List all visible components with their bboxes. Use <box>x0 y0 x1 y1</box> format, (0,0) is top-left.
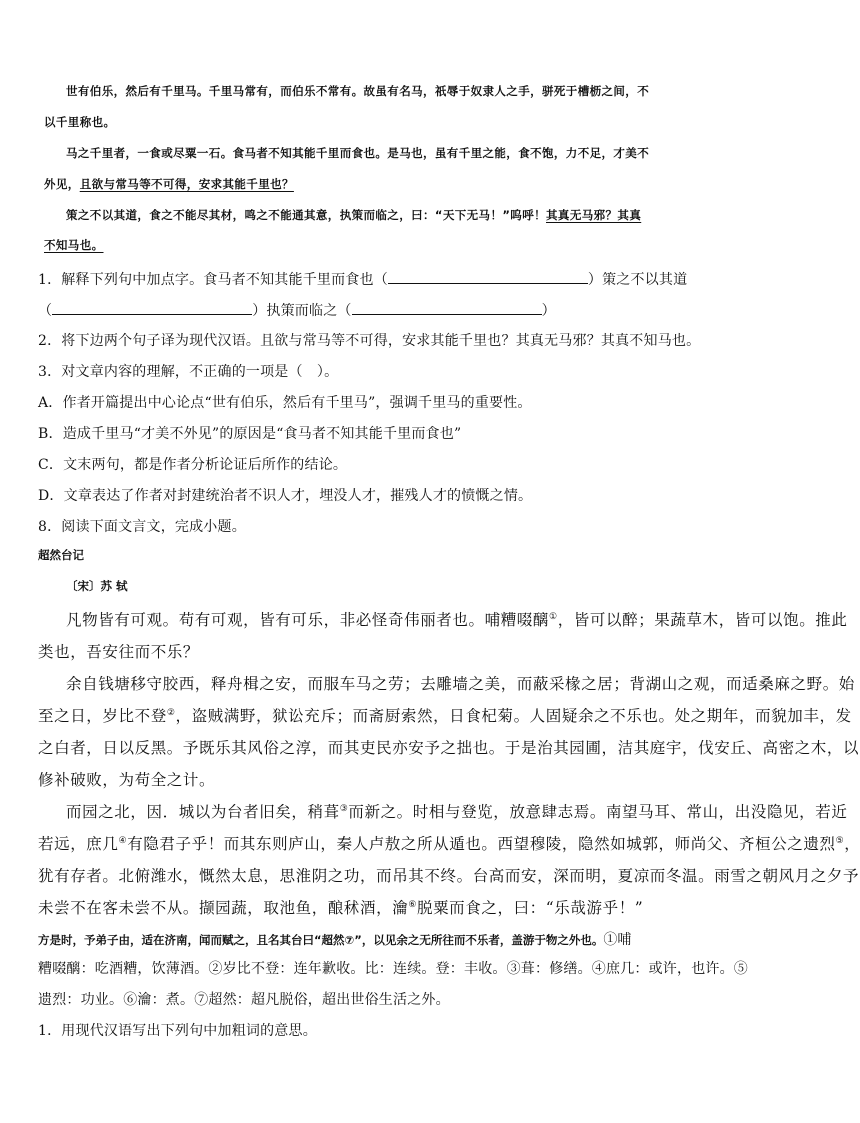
essay-paragraph3-line1 <box>66 805 847 821</box>
passage1-p3-underlined-end: 不知马也。 <box>44 238 104 252</box>
question-1-paren-open: （ <box>38 303 53 319</box>
question-1-text-d: ）执策而临之（ <box>252 303 352 319</box>
footnote-ref-4: ④ <box>118 836 128 846</box>
passage1-p3-underlined-sentence: 其真无马邪？其真 <box>546 208 642 222</box>
question-8: 8．阅读下面文言文，完成小题。 <box>38 519 246 535</box>
essay-paragraph2-line2 <box>38 709 852 725</box>
passage1-paragraph3-line1 <box>66 210 641 222</box>
essay-p3-text-a: 而园之北，因．城以为台者旧矣，稍葺 <box>66 803 340 822</box>
passage1-p2-plain: 外见， <box>44 177 80 191</box>
question-1-line2 <box>38 302 556 318</box>
footnote-ref-5: ⑤ <box>835 836 845 846</box>
essay-paragraph2-line4: 修补破败，为苟全之计。 <box>38 771 216 789</box>
passage1-paragraph1-line1: 世有伯乐，然后有千里马。千里马常有，而伯乐不常有。故虽有名马，祇辱于奴隶人之手，骈死于槽枥之间，不 <box>66 84 650 98</box>
question-1-paren-close: ） <box>541 303 556 319</box>
notes-start: ①哺 <box>603 932 632 948</box>
footnote-ref-1: ① <box>549 612 558 622</box>
question-1-text-b: ）策之不以其道 <box>587 272 688 288</box>
essay-p3l2-text-a: 若远，庶几 <box>38 835 119 854</box>
passage1-p2-underlined-sentence: 且欲与常马等不可得，安求其能千里也？ <box>79 177 294 191</box>
essay-p3l2-text-c: ， <box>844 835 860 854</box>
answer-blank-1[interactable] <box>388 271 588 284</box>
essay-paragraph3-line4 <box>38 901 643 917</box>
essay-p2-text-a: 至之日，岁比不登 <box>38 707 167 726</box>
question-3: 3．对文章内容的理解，不正确的一项是（ ）。 <box>38 364 339 380</box>
question-1-text: 1．解释下列句中加点字。食马者不知其能千里而食也（ <box>38 272 388 288</box>
essay-paragraph3-line3: 犹有存者。北俯潍水，慨然太息，思淮阴之功，而吊其不终。台高而安，深而明，夏凉而冬温。雨雪之朝风月之夕予 <box>38 867 860 885</box>
footnote-ref-3: ③ <box>339 804 349 814</box>
option-c: C．文末两句，都是作者分析论证后所作的结论。 <box>38 457 348 473</box>
essay-p3l4-text-b: 脱粟而食之，曰：“乐哉游乎！” <box>416 899 644 918</box>
passage1-paragraph1-line2: 以千里称也。 <box>44 115 116 129</box>
option-b: B．造成千里马“才美不外见”的原因是“食马者不知其能千里而食也” <box>38 426 462 442</box>
option-d: D．文章表达了作者对封建统治者不识人才，埋没人才，摧残人才的愤慨之情。 <box>38 488 533 504</box>
essay-p3-text-b: 而新之。时相与登览，放意肆志焉。南望马耳、常山，出没隐见，若近 <box>348 803 848 822</box>
answer-blank-3[interactable] <box>352 302 542 315</box>
notes-line2: 糟啜醨：吃酒糟，饮薄酒。②岁比不登：连年歉收。比：连续。登：丰收。③葺：修缮。④庶几：或许，也许。⑤ <box>38 961 748 977</box>
essay-paragraph1-line1 <box>66 613 848 629</box>
essay-author: 〔宋〕苏 轼 <box>66 579 128 593</box>
essay-paragraph4-line1 <box>38 931 631 947</box>
answer-blank-2[interactable] <box>52 302 252 315</box>
passage1-paragraph2-line1: 马之千里者，一食或尽粟一石。食马者不知其能千里而食也。是马也，虽有千里之能，食不饱，力不足，才美不 <box>66 146 650 160</box>
question-1-line1 <box>38 271 687 287</box>
passage1-p3-plain: 策之不以其道，食之不能尽其材，鸣之不能通其意，执策而临之，曰：“天下无马！”呜呼！ <box>66 208 547 222</box>
footnote-ref-6: ⑥ <box>408 900 417 910</box>
essay-paragraph2-line3: 之白者，日以反黑。予既乐其风俗之淳，而其吏民亦安予之拙也。于是治其园圃，洁其庭宇，伐安丘、高密之木，以 <box>38 739 860 757</box>
essay-question-1: 1．用现代汉语写出下列句中加粗词的意思。 <box>38 1023 317 1039</box>
essay-paragraph2-line1: 余自钱塘移守胶西，释舟楫之安，而服车马之劳；去雕墙之美，而蔽采椽之居；背湖山之观，而适桑麻之野。始 <box>66 675 855 693</box>
passage1-paragraph2-line2 <box>44 179 294 191</box>
footnote-ref-2: ② <box>166 708 176 718</box>
essay-title: 超然台记 <box>38 548 84 562</box>
essay-p3l4-text-a: 未尝不在客未尝不从。撷园蔬，取池鱼，酿秫酒，瀹 <box>38 899 409 918</box>
essay-p4-text: 方是时，予弟子由，适在济南，闻而赋之，且名其台曰“超然⑦”，以见余之无所往而不乐者，盖游于物之外也。 <box>38 933 604 947</box>
essay-p1-text-b: ，皆可以醉；果蔬草木，皆可以饱。推此 <box>557 611 848 630</box>
essay-paragraph1-line2: 类也，吾安往而不乐？ <box>38 643 200 661</box>
passage1-paragraph3-line2 <box>44 240 104 252</box>
notes-line3: 遗烈：功业。⑥瀹：煮。⑦超然：超凡脱俗，超出世俗生活之外。 <box>38 992 450 1008</box>
essay-paragraph3-line2 <box>38 837 860 853</box>
question-2: 2．将下边两个句子译为现代汉语。且欲与常马等不可得，安求其能千里也？其真无马邪？其真不知马也。 <box>38 333 701 349</box>
essay-p1-text-a: 凡物皆有可观。苟有可观，皆有可乐，非必怪奇伟丽者也。哺糟啜醨 <box>66 611 550 630</box>
option-a: A．作者开篇提出中心论点“世有伯乐，然后有千里马”，强调千里马的重要性。 <box>38 395 532 411</box>
essay-p3l2-text-b: 有隐君子乎！而其东则庐山，秦人卢敖之所从遁也。西望穆陵，隐然如城郭，师尚父、齐桓公之遗烈 <box>127 835 836 854</box>
essay-p2-text-b: ，盗贼满野，狱讼充斥；而斋厨索然，日食杞菊。人固疑余之不乐也。处之期年，而貌加丰，发 <box>175 707 852 726</box>
